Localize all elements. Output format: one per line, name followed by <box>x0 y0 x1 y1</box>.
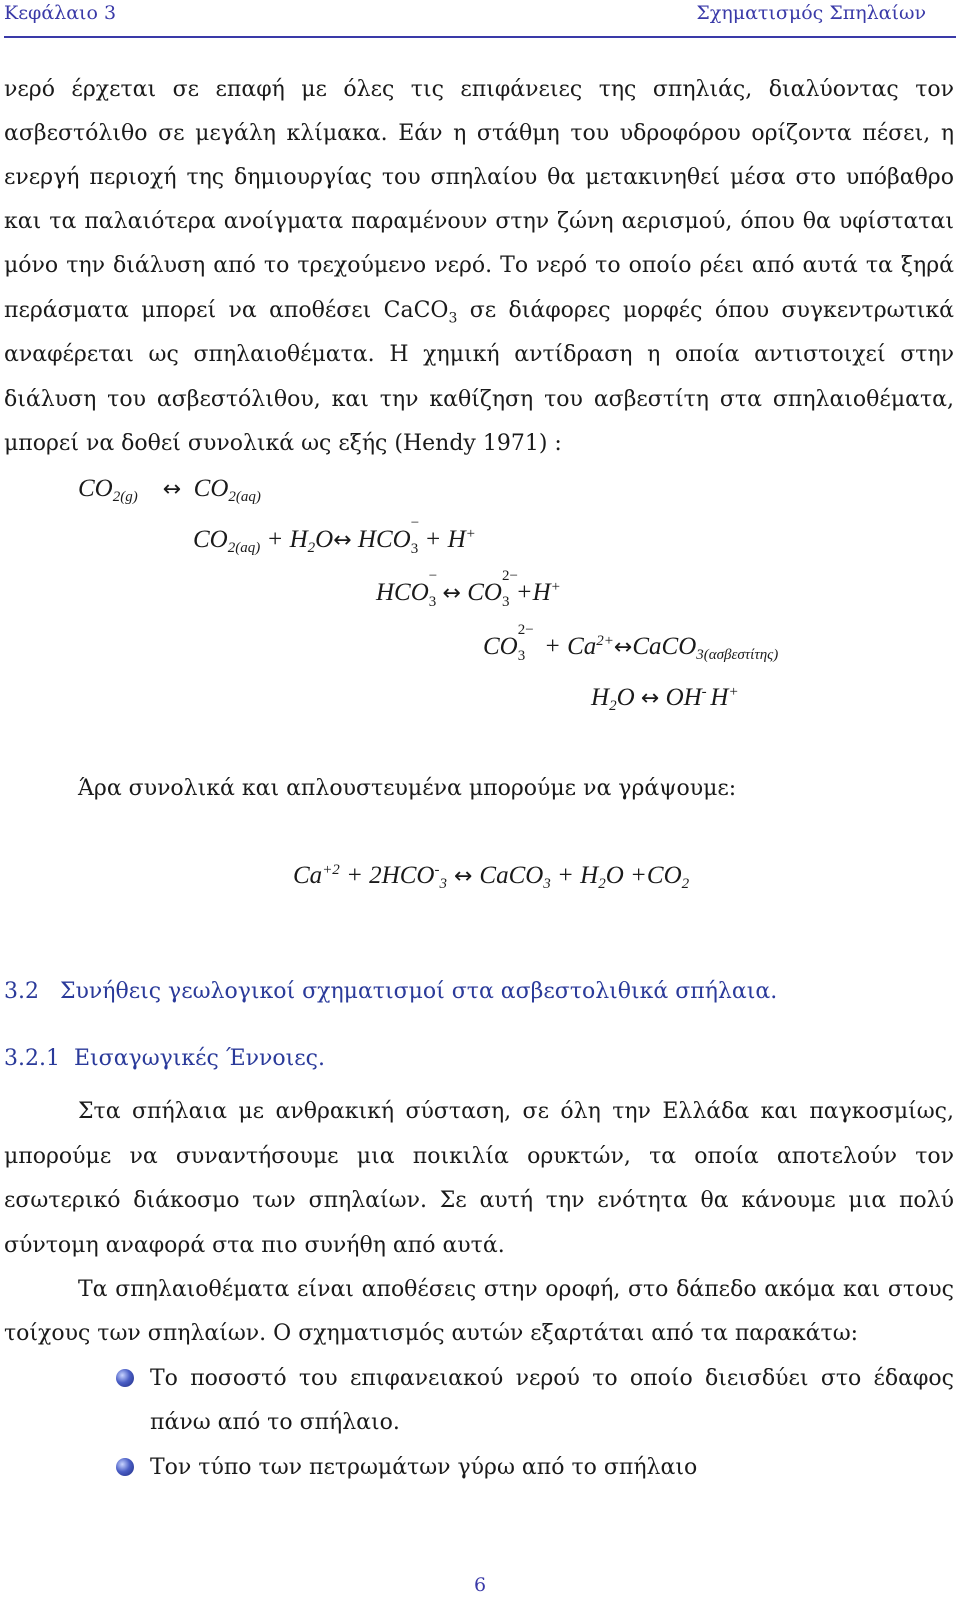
section-number: 3.2 <box>4 979 39 1004</box>
reversible-arrow-icon: ↔ <box>613 635 633 660</box>
para1-line-1: Στα σπήλαια με ανθρακική σύσταση, σε όλη την Ελλάδα και παγκοσμίως, <box>78 1099 954 1124</box>
intro-line-5: μόνο την διάλυση από το τρεχούμενο νερό. Το νερό το οποίο ρέει από αυτά τα ξηρά <box>4 253 954 278</box>
eq2-o: O <box>315 526 334 553</box>
eq4-co-charge: 2− <box>517 622 534 638</box>
bullet-1-line-2: πάνω από το σπήλαιο. <box>150 1410 400 1435</box>
eq2-h-sub: 2 <box>307 540 316 556</box>
net-o-co: O +CO <box>605 862 682 889</box>
para2-line-2: τοίχους των σπηλαίων. Ο σχηματισμός αυτών εξαρτάται από τα παρακάτω: <box>4 1321 859 1346</box>
eq3-hco-charge: − <box>428 568 438 584</box>
net-hco-charge: - <box>434 862 440 878</box>
eq4-caco-sub: 3(ασβεστίτης) <box>696 647 779 663</box>
summary-text: Άρα συνολικά και απλουστευμένα μπορούμε να γράψουμε: <box>78 776 737 801</box>
eq2-hco: HCO <box>351 526 411 553</box>
eq3-h-charge: + <box>550 579 561 595</box>
eq1-sub-a: 2(g) <box>112 489 138 505</box>
bullet-icon <box>116 1458 134 1476</box>
eq4-co: CO <box>483 633 518 660</box>
bullet-icon <box>116 1369 134 1387</box>
eq5-h: H <box>591 684 610 711</box>
intro-line-9: μπορεί να δοθεί συνολικά ως εξής (Hendy 1971) : <box>4 431 562 456</box>
eq2-plus-h2: + H <box>418 526 466 553</box>
net-caco-sub: 3 <box>543 876 551 892</box>
equation-4 <box>483 622 779 665</box>
net-plus-h: + H <box>550 862 599 889</box>
eq1-co-b: CO <box>193 475 229 502</box>
section-heading <box>4 979 777 1004</box>
eq2-h-charge: + <box>465 526 476 542</box>
eq3-hco-sub: 3 <box>428 594 437 610</box>
intro-line-2: ασβεστόλιθο σε μεγάλη κλίμακα. Εάν η στάθμη του υδροφόρου ορίζοντα πέσει, η <box>4 121 954 146</box>
eq2-co: CO <box>193 526 228 553</box>
intro-line-8: διάλυση του ασβεστόλιθου, και την καθίζηση του ασβεστίτη στα σπηλαιοθέματα, <box>4 387 954 412</box>
caco3-subscript: 3 <box>448 310 458 327</box>
page-number: 6 <box>473 1574 487 1596</box>
section-title: Συνήθεις γεωλογικοί σχηματισμοί στα ασβεστολιθικά σπήλαια. <box>59 979 778 1004</box>
header-chapter: Κεφάλαιο 3 <box>4 2 117 24</box>
header-rule <box>4 36 956 38</box>
net-co-sub: 2 <box>681 876 690 892</box>
subsection-number: 3.2.1 <box>4 1046 60 1071</box>
reversible-arrow-icon: ↔ <box>333 528 352 553</box>
equation-5 <box>591 684 739 715</box>
intro-line-6-a: περάσματα μπορεί να αποθέσει CaCO <box>4 298 449 323</box>
net-h-sub: 2 <box>598 876 606 892</box>
equation-3 <box>376 568 561 611</box>
net-ca-charge: +2 <box>322 862 340 878</box>
eq4-caco: CaCO <box>632 633 697 660</box>
eq3-hco: HCO <box>376 579 429 606</box>
eq3-plus-h: +H <box>509 579 551 606</box>
para1-line-4: σύντομη αναφορά στα πιο συνήθη από αυτά. <box>4 1233 505 1258</box>
reversible-arrow-icon: ↔ <box>446 864 480 889</box>
net-equation <box>293 862 689 893</box>
eq2-plus-h: + H <box>260 526 308 553</box>
bullet-1-line-1: Το ποσοστό του επιφανειακού νερού το οποίο διεισδύει στο έδαφος <box>150 1366 954 1391</box>
intro-line-4: και τα παλαιότερα ανοίγματα παραμένουν στην ζώνη αερισμού, όπου θα υφίσταται <box>4 209 954 234</box>
equation-1 <box>78 475 261 506</box>
eq3-co-charge: 2− <box>501 568 518 584</box>
eq1-co: CO <box>78 475 113 502</box>
intro-line-1: νερό έρχεται σε επαφή με όλες τις επιφάνειες της σπηλιάς, διαλύοντας τον <box>4 77 954 102</box>
eq5-h-sub: 2 <box>609 698 617 714</box>
eq5-h2: H <box>710 684 729 711</box>
reversible-arrow-icon: ↔ <box>640 686 660 711</box>
para2-line-1: Τα σπηλαιοθέματα είναι αποθέσεις στην οροφή, στο δάπεδο ακόμα και στους <box>78 1277 954 1302</box>
eq2-sub-a: 2(aq) <box>227 540 261 556</box>
eq4-plus-ca: + Ca <box>537 633 597 660</box>
subsection-title: Εισαγωγικές Έννοιες. <box>73 1046 325 1071</box>
eq4-ca-charge: 2+ <box>596 633 614 649</box>
bullet-2-line-1: Τον τύπο των πετρωμάτων γύρω από το σπήλαιο <box>150 1455 698 1480</box>
eq3-co-sub: 3 <box>501 594 510 610</box>
intro-line-3: ενεργή περιοχή της δημιουργίας του σπηλαίου θα μετακινηθεί μέσα στο υπόβαθρο <box>4 165 954 190</box>
eq4-co-sub: 3 <box>517 648 526 664</box>
equation-2 <box>193 515 476 558</box>
eq1-sub-b: 2(aq) <box>228 489 261 505</box>
eq5-o: O <box>616 684 641 711</box>
eq3-co: CO <box>460 579 502 606</box>
net-ca: Ca <box>293 862 323 889</box>
subsection-heading <box>4 1046 325 1071</box>
reversible-arrow-icon: ↔ <box>162 477 182 502</box>
net-caco: CaCO <box>479 862 544 889</box>
eq5-oh-charge: - <box>701 684 711 700</box>
header-chapter-title: Σχηματισμός Σπηλαίων <box>696 2 926 24</box>
eq2-hco-sub: 3 <box>410 541 419 557</box>
eq5-h2-charge: + <box>728 684 739 700</box>
para1-line-3: εσωτερικό διάκοσμο των σπηλαίων. Σε αυτή την ενότητα θα κάνουμε μια πολύ <box>4 1188 954 1213</box>
intro-line-7: αναφέρεται ως σπηλαιοθέματα. Η χημική αντίδραση η οποία αντιστοιχεί στην <box>4 342 954 367</box>
eq2-hco-charge: − <box>410 515 420 531</box>
net-hco: + 2HCO <box>339 862 435 889</box>
para1-line-2: μπορούμε να συναντήσουμε μια ποικιλία ορυκτών, τα οποία αποτελούν τον <box>4 1144 954 1169</box>
intro-line-6 <box>4 291 954 331</box>
intro-line-6-b: σε διάφορες μορφές όπου συγκεντρωτικά <box>457 298 955 323</box>
reversible-arrow-icon: ↔ <box>442 581 461 606</box>
eq5-oh: OH <box>659 684 702 711</box>
net-hco-sub: 3 <box>439 876 447 892</box>
